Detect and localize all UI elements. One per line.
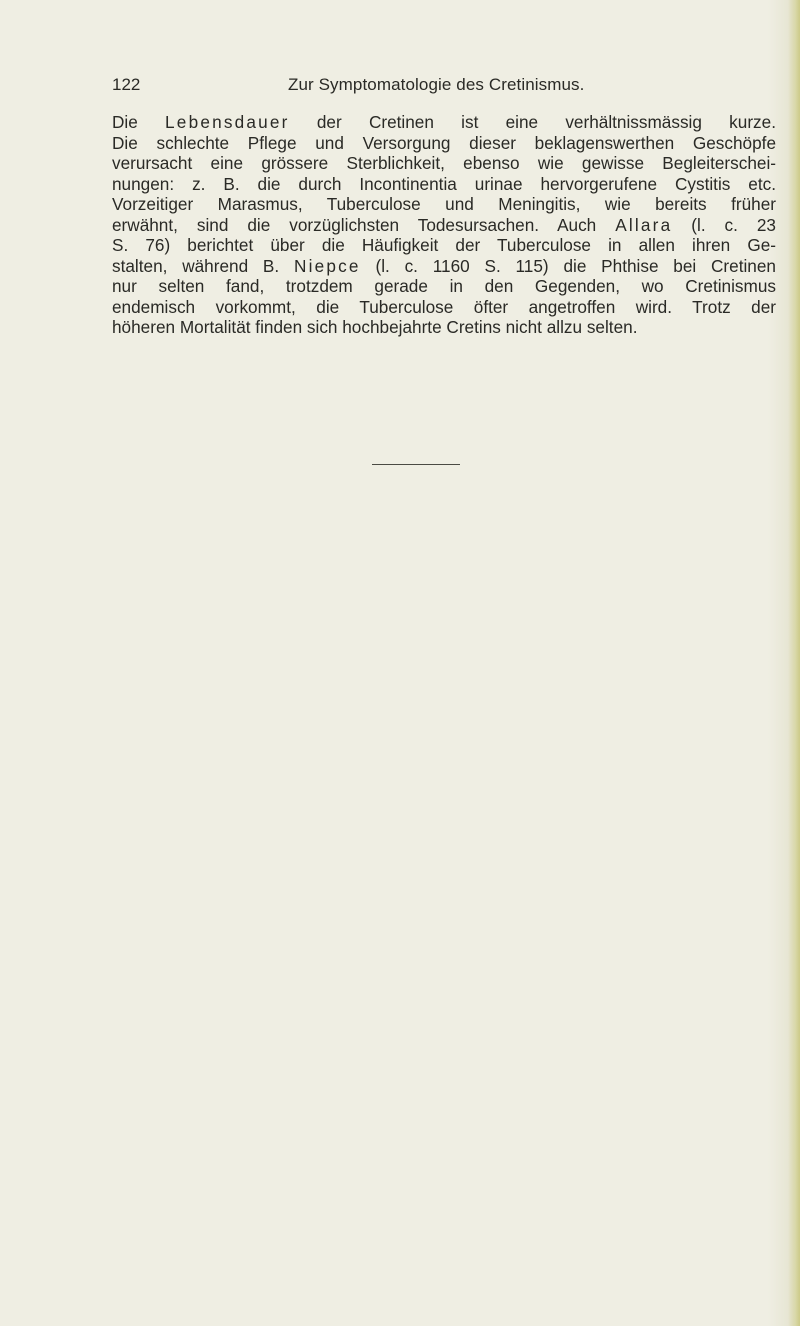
text-line bbox=[112, 153, 776, 174]
text-line bbox=[112, 194, 776, 215]
text-run: höheren Mortalität finden sich hochbejahrte Cretins nicht allzu selten. bbox=[112, 317, 638, 337]
text-run: S. 76) berichtet über die Häufigkeit der Tuberculose in allen ihren Ge- bbox=[112, 235, 776, 255]
text-run: (l. c. 1160 S. 115) die Phthise bei Cretinen bbox=[360, 255, 776, 276]
text-run: verursacht eine grössere Sterblichkeit, ebenso wie gewisse Begleiterschei- bbox=[112, 153, 776, 173]
text-line bbox=[112, 235, 776, 256]
text-line bbox=[112, 133, 776, 154]
text-run: endemisch vorkommt, die Tuberculose öfter angetroffen wird. Trotz der bbox=[112, 296, 776, 317]
emphasized-name: Niepce bbox=[293, 255, 361, 276]
running-head bbox=[112, 72, 776, 98]
text-line bbox=[112, 112, 776, 133]
text-line bbox=[112, 174, 776, 195]
text-line bbox=[112, 317, 776, 338]
emphasized-name: Allara bbox=[615, 214, 673, 235]
text-run: der Cretinen ist eine verhältnissmässig kurze. bbox=[289, 112, 776, 132]
text-line bbox=[112, 297, 776, 318]
emphasized-name: Lebensdauer bbox=[165, 112, 290, 132]
text-run: stalten, während B. bbox=[112, 255, 294, 276]
page-number: 122 bbox=[112, 75, 141, 94]
text-run: Vorzeitiger Marasmus, Tuberculose und Meningitis, wie bereits früher bbox=[112, 194, 776, 214]
text-run: nungen: z. B. die durch Incontinentia urinae hervorgerufene Cystitis etc. bbox=[112, 173, 776, 194]
text-run: nur selten fand, trotzdem gerade in den Gegenden, wo Cretinismus bbox=[112, 276, 776, 296]
text-run: (l. c. 23 bbox=[672, 214, 776, 235]
text-line bbox=[112, 256, 776, 277]
section-rule bbox=[372, 464, 460, 465]
text-run: erwähnt, sind die vorzüglichsten Todesursachen. Auch bbox=[112, 214, 616, 235]
text-line bbox=[112, 276, 776, 297]
text-line bbox=[112, 215, 776, 236]
running-title: Zur Symptomatologie des Cretinismus. bbox=[288, 75, 585, 94]
page-edge-shadow bbox=[788, 0, 800, 1326]
text-run: Die schlechte Pflege und Versorgung dieser beklagenswerthen Geschöpfe bbox=[112, 132, 776, 153]
body-paragraph bbox=[112, 112, 776, 338]
text-run: Die bbox=[112, 112, 166, 132]
